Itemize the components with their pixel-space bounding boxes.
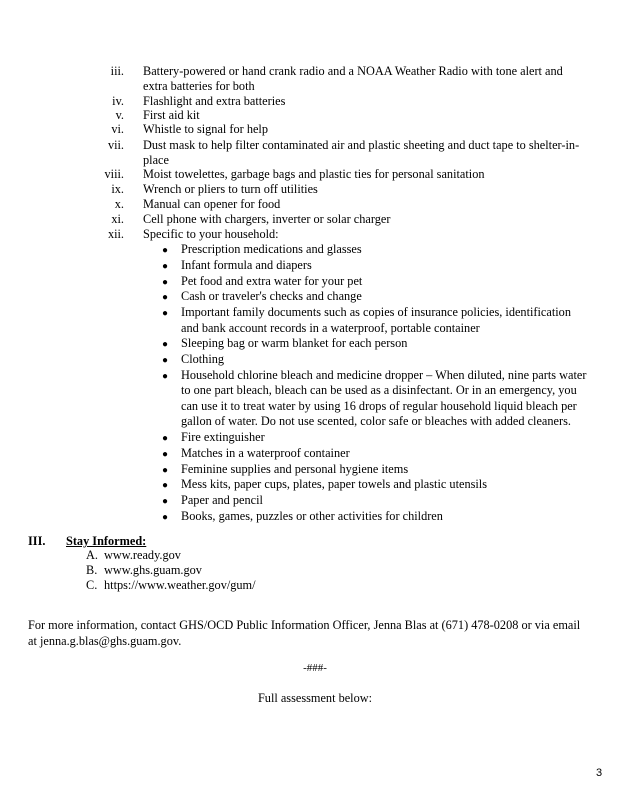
link-letter: A. <box>86 548 98 562</box>
bullet-item-text: gallon of water. Do not use scented, color safe or bleaches with added cleaners. <box>181 414 571 429</box>
list-item-text: Wrench or pliers to turn off utilities <box>143 182 318 196</box>
list-item-text: First aid kit <box>143 108 200 122</box>
list-item-text: place <box>143 153 169 167</box>
list-item-text: Battery-powered or hand crank radio and a NOAA Weather Radio with tone alert and <box>143 64 563 78</box>
list-item-number: viii. <box>104 167 124 181</box>
link-letter: B. <box>86 563 98 577</box>
bullet-icon: ● <box>162 276 169 288</box>
section-title: Stay Informed: <box>66 534 147 548</box>
bullet-icon: ● <box>162 245 169 256</box>
list-item-number: vii. <box>107 138 124 152</box>
bullet-item-text: Prescription medications and glasses <box>181 242 362 256</box>
list-item-number: vi. <box>111 122 124 136</box>
list-item-number: v. <box>115 108 124 122</box>
list-item-number: xi. <box>111 212 124 226</box>
page-number: 3 <box>596 767 603 779</box>
link-text[interactable]: www.ready.gov <box>104 548 181 562</box>
bullet-item-text: can use it to treat water by using 16 drops of regular household liquid bleach per <box>181 398 577 413</box>
assessment-note: Full assessment below: <box>257 691 373 705</box>
bullet-item-text: Matches in a waterproof container <box>181 445 350 460</box>
bullet-item-text: to one part bleach, bleach can be used as a disinfectant. Or in an emergency, you <box>181 383 577 398</box>
list-item-text: extra batteries for both <box>143 79 255 93</box>
list-item-number: iv. <box>112 94 124 108</box>
bullet-item-text: Fire extinguisher <box>181 430 265 444</box>
bullet-icon: ● <box>162 512 169 523</box>
list-item-text: Manual can opener for food <box>143 197 281 211</box>
bullet-item-text: Paper and pencil <box>181 493 263 508</box>
bullet-item-text: Clothing <box>181 352 225 367</box>
bullet-icon: ● <box>162 292 169 304</box>
list-item-text: Whistle to signal for help <box>143 122 268 136</box>
bullet-item-text: Pet food and extra water for your pet <box>181 273 363 288</box>
bullet-icon: ● <box>162 496 169 508</box>
bullet-item-text: Infant formula and diapers <box>181 257 312 272</box>
link-text[interactable]: https://www.weather.gov/gum/ <box>104 578 256 592</box>
bullet-icon: ● <box>162 433 169 444</box>
bullet-item-text: Household chlorine bleach and medicine dropper – When diluted, nine parts water <box>181 368 587 382</box>
bullet-icon: ● <box>162 464 169 476</box>
contact-paragraph: at jenna.g.blas@ghs.guam.gov. <box>28 634 182 648</box>
bullet-icon: ● <box>162 480 169 492</box>
bullet-icon: ● <box>162 260 169 272</box>
bullet-icon: ● <box>162 355 169 367</box>
list-item-text: Dust mask to help filter contaminated air and plastic sheeting and duct tape to shelter-in- <box>143 138 580 152</box>
contact-paragraph: For more information, contact GHS/OCD Public Information Officer, Jenna Blas at (671) 478-0208 or via email <box>28 618 581 632</box>
bullet-item-text: and bank account records in a waterproof, portable container <box>181 320 480 335</box>
list-item-number: x. <box>114 197 124 211</box>
bullet-item-text: Sleeping bag or warm blanket for each person <box>181 336 408 351</box>
end-mark: -###- <box>303 662 327 674</box>
link-text[interactable]: www.ghs.guam.gov <box>104 563 202 577</box>
list-item-text: Specific to your household: <box>143 227 279 241</box>
bullet-item-text: Feminine supplies and personal hygiene items <box>181 461 409 476</box>
bullet-icon: ● <box>162 308 169 320</box>
bullet-item-text: Mess kits, paper cups, plates, paper towels and plastic utensils <box>181 477 487 492</box>
section-number: III. <box>28 534 46 548</box>
bullet-item-text: Books, games, puzzles or other activities for children <box>181 509 443 523</box>
list-item-number: xii. <box>107 227 124 241</box>
link-letter: C. <box>86 578 98 592</box>
list-item-text: Moist towelettes, garbage bags and plastic ties for personal sanitation <box>143 167 485 181</box>
list-item-text: Cell phone with chargers, inverter or solar charger <box>143 212 391 226</box>
bullet-item-text: Cash or traveler's checks and change <box>181 289 362 304</box>
bullet-icon: ● <box>162 448 169 460</box>
list-item-number: iii. <box>110 64 124 78</box>
bullet-icon: ● <box>162 371 169 382</box>
bullet-icon: ● <box>162 339 169 351</box>
list-item-number: ix. <box>111 182 124 196</box>
list-item-text: Flashlight and extra batteries <box>143 94 286 108</box>
bullet-item-text: Important family documents such as copies of insurance policies, identification <box>181 305 571 320</box>
